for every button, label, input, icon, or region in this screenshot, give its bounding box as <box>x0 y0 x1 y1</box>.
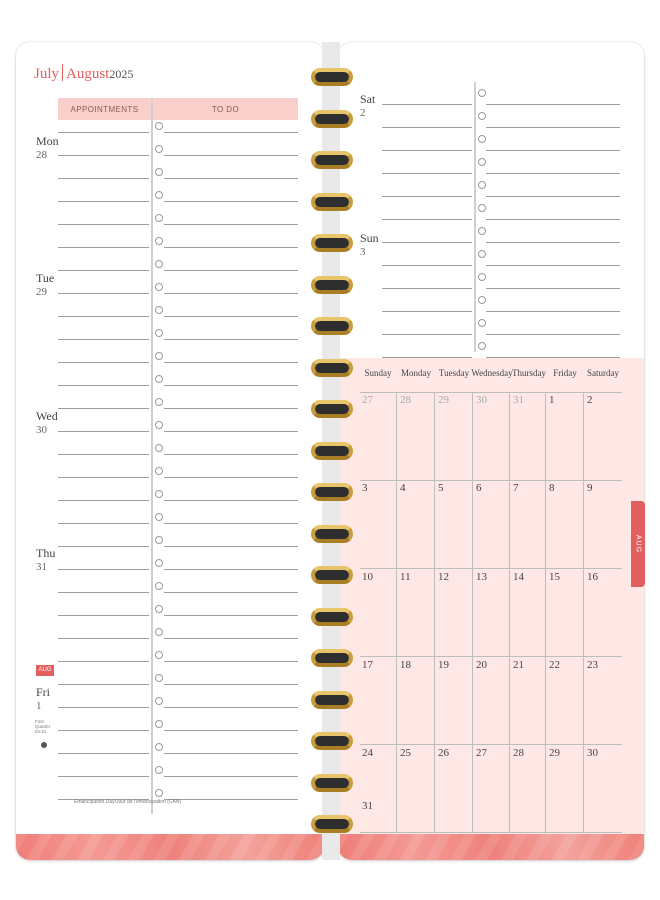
todo-line <box>164 110 298 133</box>
todo-line <box>486 243 620 266</box>
appointment-line <box>58 179 149 202</box>
todo-checkbox[interactable] <box>155 467 163 475</box>
appointment-line <box>58 570 149 593</box>
day-name: Thu <box>36 546 56 560</box>
month-tab-aug[interactable] <box>631 501 645 587</box>
calendar-date[interactable]: 31 <box>362 800 373 812</box>
todo-checkbox[interactable] <box>155 743 163 751</box>
calendar-date[interactable]: 17 <box>362 659 373 671</box>
todo-line <box>486 289 620 312</box>
todo-checkbox[interactable] <box>155 720 163 728</box>
todo-line <box>164 547 298 570</box>
appointment-line <box>58 524 149 547</box>
todo-checkbox[interactable] <box>478 112 486 120</box>
todo-checkbox[interactable] <box>478 135 486 143</box>
day-number: 31 <box>36 561 47 573</box>
todo-line <box>164 179 298 202</box>
column-divider <box>474 82 476 352</box>
appointment-line <box>58 754 149 777</box>
spiral-ring <box>311 359 353 377</box>
calendar-date[interactable]: 19 <box>438 659 449 671</box>
todo-line <box>486 128 620 151</box>
todo-line <box>486 197 620 220</box>
month-calendar <box>338 358 644 834</box>
moon-phase-note: First Quarter 02:41 <box>35 719 51 734</box>
day-label-wed <box>36 409 58 437</box>
calendar-date[interactable]: 27 <box>476 747 487 759</box>
appointment-line <box>58 478 149 501</box>
calendar-date[interactable]: 26 <box>438 747 449 759</box>
calendar-date[interactable]: 30 <box>476 394 487 406</box>
todo-line <box>164 386 298 409</box>
spiral-ring <box>311 400 353 418</box>
day-label-sun <box>360 231 379 259</box>
appointment-line <box>382 335 472 358</box>
spiral-ring <box>311 566 353 584</box>
weekday-header: Saturday <box>587 368 619 378</box>
footer-decoration <box>16 834 324 860</box>
spiral-ring <box>311 317 353 335</box>
todo-checkbox[interactable] <box>155 582 163 590</box>
calendar-date[interactable]: 28 <box>400 394 411 406</box>
calendar-date[interactable]: 24 <box>362 747 373 759</box>
day-label-sat <box>360 92 375 120</box>
spiral-ring <box>311 815 353 833</box>
appointment-line <box>58 455 149 478</box>
todo-checkbox[interactable] <box>478 342 486 350</box>
appointment-line <box>58 225 149 248</box>
todo-checkbox[interactable] <box>155 628 163 636</box>
appointment-line <box>58 708 149 731</box>
todo-checkbox[interactable] <box>155 260 163 268</box>
appointment-line <box>58 409 149 432</box>
calendar-date[interactable]: 4 <box>400 482 406 494</box>
appointment-line <box>58 156 149 179</box>
todo-line <box>486 151 620 174</box>
weekly-page-right <box>338 42 644 860</box>
calendar-date[interactable]: 25 <box>400 747 411 759</box>
todo-checkbox[interactable] <box>478 250 486 258</box>
todo-checkbox[interactable] <box>478 296 486 304</box>
calendar-date[interactable]: 15 <box>549 571 560 583</box>
todo-checkbox[interactable] <box>478 181 486 189</box>
day-label-fri <box>36 685 50 713</box>
appointment-line <box>382 128 472 151</box>
appointment-line <box>58 777 149 800</box>
todo-line <box>164 501 298 524</box>
spiral-ring <box>311 483 353 501</box>
weekday-header: Monday <box>401 368 431 378</box>
calendar-date[interactable]: 8 <box>549 482 555 494</box>
appointment-line <box>382 243 472 266</box>
todo-line <box>164 708 298 731</box>
todo-checkbox[interactable] <box>155 398 163 406</box>
todo-checkbox[interactable] <box>155 490 163 498</box>
todo-line <box>486 105 620 128</box>
todo-checkbox[interactable] <box>155 674 163 682</box>
calendar-date[interactable]: 9 <box>587 482 593 494</box>
appointment-line <box>58 731 149 754</box>
todo-line <box>486 220 620 243</box>
month-curr: August <box>66 66 110 82</box>
spiral-ring <box>311 649 353 667</box>
todo-line <box>164 340 298 363</box>
spiral-ring <box>311 774 353 792</box>
todo-line <box>164 731 298 754</box>
calendar-date[interactable]: 5 <box>438 482 444 494</box>
todo-line <box>486 266 620 289</box>
day-name: Sat <box>360 92 376 106</box>
todo-checkbox[interactable] <box>155 513 163 521</box>
calendar-date[interactable]: 28 <box>513 747 524 759</box>
calendar-date[interactable]: 31 <box>513 394 524 406</box>
todo-checkbox[interactable] <box>155 651 163 659</box>
todo-line <box>164 616 298 639</box>
spiral-ring <box>311 68 353 86</box>
todo-checkbox[interactable] <box>155 536 163 544</box>
calendar-date[interactable]: 30 <box>587 747 598 759</box>
todo-checkbox[interactable] <box>155 559 163 567</box>
todo-line <box>164 271 298 294</box>
appointment-line <box>382 151 472 174</box>
calendar-date[interactable]: 29 <box>438 394 449 406</box>
calendar-date[interactable]: 20 <box>476 659 487 671</box>
appointment-line <box>382 266 472 289</box>
appointment-line <box>58 202 149 225</box>
todo-line <box>164 432 298 455</box>
todo-checkbox[interactable] <box>155 283 163 291</box>
todo-line <box>486 82 620 105</box>
calendar-grid-line <box>583 392 584 832</box>
spiral-ring <box>311 691 353 709</box>
todo-line <box>486 312 620 335</box>
todo-line <box>164 570 298 593</box>
day-number: 29 <box>36 286 47 298</box>
calendar-grid-line <box>434 392 435 832</box>
calendar-grid-line <box>360 832 622 833</box>
day-label-mon <box>36 134 59 162</box>
todo-line <box>164 524 298 547</box>
calendar-date[interactable]: 6 <box>476 482 482 494</box>
column-divider <box>151 98 153 814</box>
calendar-date[interactable]: 21 <box>513 659 524 671</box>
appointment-line <box>382 197 472 220</box>
todo-line <box>164 409 298 432</box>
todo-checkbox[interactable] <box>155 237 163 245</box>
todo-checkbox[interactable] <box>155 375 163 383</box>
weekday-header: Wednesday <box>471 368 513 378</box>
day-number: 1 <box>36 700 42 712</box>
todo-line <box>164 294 298 317</box>
calendar-date[interactable]: 22 <box>549 659 560 671</box>
todo-checkbox[interactable] <box>155 191 163 199</box>
weekday-header: Friday <box>553 368 577 378</box>
calendar-grid-line <box>396 392 397 832</box>
day-name: Wed <box>36 409 58 423</box>
appointment-line <box>382 312 472 335</box>
aug-badge: AUG <box>36 665 54 676</box>
todo-line <box>164 455 298 478</box>
todo-line <box>164 363 298 386</box>
month-prev: July <box>34 66 60 82</box>
calendar-date[interactable]: 3 <box>362 482 368 494</box>
appointment-line <box>58 133 149 156</box>
appointment-line <box>382 220 472 243</box>
todo-checkbox[interactable] <box>478 319 486 327</box>
todo-checkbox[interactable] <box>478 273 486 281</box>
todo-line <box>164 777 298 800</box>
appointments-header: APPOINTMENTS <box>58 98 151 120</box>
calendar-date[interactable]: 18 <box>400 659 411 671</box>
calendar-date[interactable]: 2 <box>587 394 593 406</box>
weekly-page-left <box>16 42 324 860</box>
appointment-line <box>58 386 149 409</box>
month-tab-label: AUG <box>634 534 642 554</box>
appointment-line <box>58 340 149 363</box>
footer-decoration <box>338 834 644 860</box>
todo-checkbox[interactable] <box>478 227 486 235</box>
calendar-date[interactable]: 10 <box>362 571 373 583</box>
todo-checkbox[interactable] <box>478 204 486 212</box>
day-number: 28 <box>36 149 47 161</box>
calendar-date[interactable]: 27 <box>362 394 373 406</box>
day-label-thu <box>36 546 55 574</box>
calendar-date[interactable]: 1 <box>549 394 555 406</box>
appointment-line <box>58 616 149 639</box>
calendar-date[interactable]: 13 <box>476 571 487 583</box>
todo-line <box>164 248 298 271</box>
spiral-ring <box>311 151 353 169</box>
todo-checkbox[interactable] <box>155 145 163 153</box>
appointment-line <box>382 289 472 312</box>
todo-line <box>164 225 298 248</box>
spiral-ring <box>311 525 353 543</box>
appointment-line <box>58 317 149 340</box>
calendar-date[interactable]: 7 <box>513 482 519 494</box>
appointment-line <box>58 547 149 570</box>
todo-checkbox[interactable] <box>155 168 163 176</box>
appointment-line <box>58 593 149 616</box>
day-name: Mon <box>36 134 59 148</box>
todo-checkbox[interactable] <box>155 766 163 774</box>
calendar-date[interactable]: 14 <box>513 571 524 583</box>
todo-checkbox[interactable] <box>155 444 163 452</box>
appointment-line <box>58 685 149 708</box>
weekday-header: Thursday <box>512 368 546 378</box>
todo-line <box>164 133 298 156</box>
calendar-date[interactable]: 11 <box>400 571 411 583</box>
todo-line <box>486 335 620 358</box>
appointment-line <box>382 174 472 197</box>
calendar-date[interactable]: 12 <box>438 571 449 583</box>
appointment-line <box>58 271 149 294</box>
moon-icon <box>41 742 47 748</box>
todo-checkbox[interactable] <box>155 421 163 429</box>
todo-line <box>164 662 298 685</box>
spiral-ring <box>311 442 353 460</box>
calendar-grid-line <box>472 392 473 832</box>
weekday-header: Sunday <box>364 368 392 378</box>
todo-line <box>164 317 298 340</box>
todo-line <box>164 754 298 777</box>
calendar-date[interactable]: 23 <box>587 659 598 671</box>
todo-checkbox[interactable] <box>155 352 163 360</box>
spiral-ring <box>311 234 353 252</box>
todo-line <box>164 156 298 179</box>
appointment-line <box>58 662 149 685</box>
appointment-line <box>58 501 149 524</box>
todo-checkbox[interactable] <box>155 329 163 337</box>
todo-header: TO DO <box>153 98 298 120</box>
calendar-grid-line <box>545 392 546 832</box>
day-name: Fri <box>36 685 51 699</box>
calendar-date[interactable]: 16 <box>587 571 598 583</box>
day-name: Sun <box>360 231 379 245</box>
todo-line <box>164 478 298 501</box>
day-number: 3 <box>360 246 366 258</box>
appointment-line <box>58 248 149 271</box>
appointment-line <box>58 110 149 133</box>
appointment-line <box>58 432 149 455</box>
weekday-header: Tuesday <box>438 368 470 378</box>
spiral-ring <box>311 608 353 626</box>
todo-line <box>164 202 298 225</box>
todo-checkbox[interactable] <box>155 789 163 797</box>
appointment-line <box>58 294 149 317</box>
year-label: 2025 <box>109 67 134 81</box>
todo-checkbox[interactable] <box>155 122 163 130</box>
appointment-line <box>58 639 149 662</box>
calendar-date[interactable]: 29 <box>549 747 560 759</box>
appointment-line <box>382 82 472 105</box>
todo-checkbox[interactable] <box>155 306 163 314</box>
calendar-grid-line <box>509 392 510 832</box>
todo-line <box>164 685 298 708</box>
day-name: Tue <box>36 271 55 285</box>
spiral-ring <box>311 276 353 294</box>
appointment-line <box>382 105 472 128</box>
spiral-ring <box>311 110 353 128</box>
todo-checkbox[interactable] <box>478 158 486 166</box>
todo-line <box>164 593 298 616</box>
spiral-ring <box>311 732 353 750</box>
day-label-tue <box>36 271 54 299</box>
day-number: 30 <box>36 424 47 436</box>
todo-checkbox[interactable] <box>155 214 163 222</box>
todo-checkbox[interactable] <box>155 605 163 613</box>
month-header <box>34 64 133 83</box>
day-number: 2 <box>360 107 366 119</box>
appointment-line <box>58 363 149 386</box>
todo-line <box>486 174 620 197</box>
spiral-ring <box>311 193 353 211</box>
todo-line <box>164 639 298 662</box>
todo-checkbox[interactable] <box>155 697 163 705</box>
todo-checkbox[interactable] <box>478 89 486 97</box>
holiday-note: Emancipation Day/Jour de l'émancipation (CAN) <box>74 799 182 805</box>
